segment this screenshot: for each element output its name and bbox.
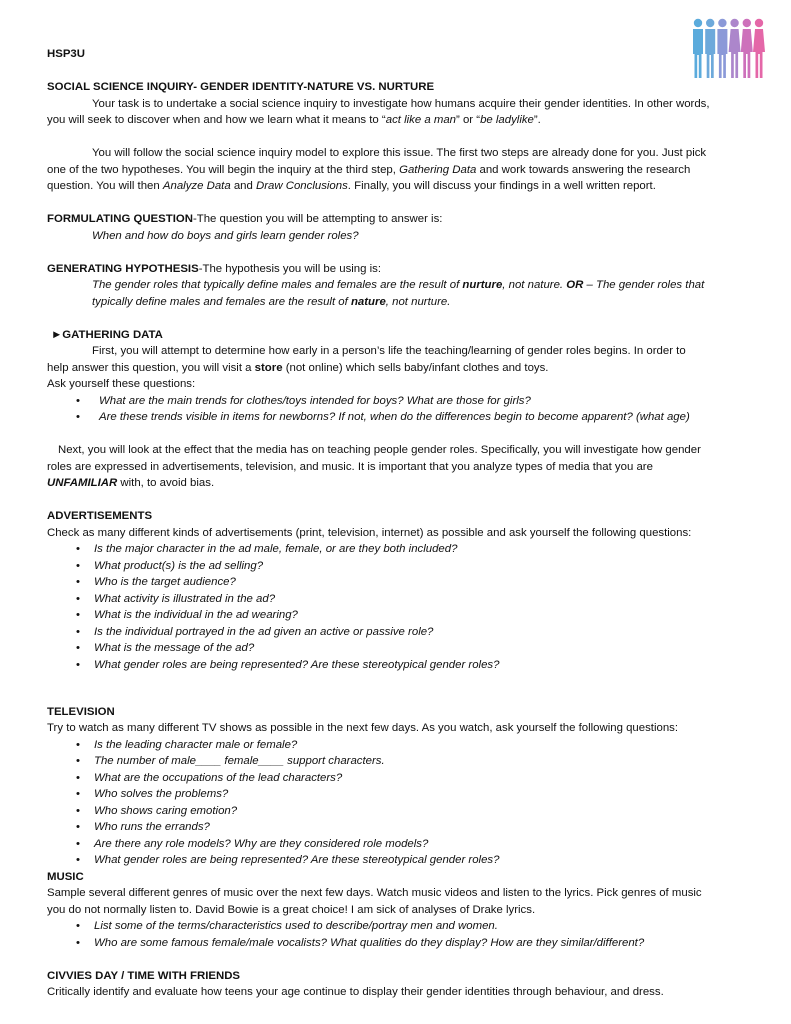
- list-item: • List some of the terms/characteristics used to describe/portray men and women.: [47, 918, 747, 935]
- intro-line-1: Your task is to undertake a social science inquiry to investigate how humans acquire their gender identities. In other words,: [92, 97, 710, 110]
- list-item: • What gender roles are being represented? Are these stereotypical gender roles?: [47, 657, 747, 674]
- arrow-right-icon: ►: [51, 328, 63, 341]
- person-figure-icon: [753, 19, 765, 78]
- music-questions: [47, 918, 747, 951]
- research-question: When and how do boys and girls learn gender roles?: [92, 229, 359, 242]
- music-heading: MUSIC: [47, 870, 84, 883]
- list-item: • Are there any role models? Why are they considered role models?: [47, 836, 747, 853]
- gathering-line-1: First, you will attempt to determine how early in a person’s life the teaching/learning of gender roles begins. In order to: [92, 345, 686, 357]
- media-line-3: UNFAMILIAR with, to avoid bias.: [47, 477, 215, 489]
- television-heading: TELEVISION: [47, 705, 115, 718]
- course-code: HSP3U: [47, 48, 85, 60]
- document-title: SOCIAL SCIENCE INQUIRY- GENDER IDENTITY-NATURE VS. NURTURE: [47, 81, 435, 93]
- list-item: • What are the main trends for clothes/toys intended for boys? What are those for girls?: [47, 393, 747, 410]
- list-item: • The number of male____ female____ support characters.: [47, 753, 747, 770]
- hypothesis-text-1: The gender roles that typically define males and females are the result of nurture, not nature. OR – The gender roles that: [92, 279, 705, 291]
- music-line-1: Sample several different genres of music over the next few days. Watch music videos and listen to the lyrics. Pick genres of music: [47, 887, 702, 899]
- list-item: • Who are some famous female/male vocalists? What qualities do they display? How are they similar/different?: [47, 935, 747, 952]
- advertisement-questions: [47, 541, 747, 673]
- formulating-question-line: FORMULATING QUESTION-The question you will be attempting to answer is:: [47, 213, 443, 225]
- civvies-heading: CIVVIES DAY / TIME WITH FRIENDS: [47, 969, 241, 982]
- civvies-text: Critically identify and evaluate how teens your age continue to display their gender identities through behaviour, and dress.: [47, 986, 664, 998]
- gathering-data-heading: ►GATHERING DATA: [51, 328, 163, 341]
- steps-line-3: question. You will then Analyze Data and Draw Conclusions. Finally, you will discuss your findings in a well written report.: [47, 180, 656, 192]
- document-body: [47, 46, 747, 1001]
- steps-line-1: You will follow the social science inquiry model to explore this issue. The first two steps are already done for you. Just pick: [92, 147, 707, 159]
- list-item: • Who shows caring emotion?: [47, 803, 747, 820]
- media-line-2: roles are expressed in advertisements, television, and music. It is important that you analyze types of media that you are: [47, 460, 653, 473]
- gathering-questions: [47, 393, 747, 426]
- television-questions: [47, 737, 747, 869]
- list-item: • Who is the target audience?: [47, 574, 747, 591]
- list-item: • Are these trends visible in items for newborns? If not, when do the differences begin to become apparent? (what age): [47, 409, 747, 426]
- gathering-line-2: help answer this question, you will visit a store (not online) which sells baby/infant clothes and toys.: [47, 361, 549, 374]
- list-item: • What is the message of the ad?: [47, 640, 747, 657]
- list-item: • What gender roles are being represented? Are these stereotypical gender roles?: [47, 852, 747, 869]
- gathering-line-3: Ask yourself these questions:: [47, 378, 196, 390]
- list-item: • What product(s) is the ad selling?: [47, 558, 747, 575]
- list-item: • What activity is illustrated in the ad?: [47, 591, 747, 608]
- media-line-1: Next, you will look at the effect that the media has on teaching people gender roles. Specifically, you will investigate how gender: [58, 444, 701, 456]
- advertisements-heading: ADVERTISEMENTS: [47, 510, 153, 522]
- advertisements-intro: Check as many different kinds of advertisements (print, television, internet) as possible and ask yourself the following questions:: [47, 526, 692, 539]
- hypothesis-line: GENERATING HYPOTHESIS-The hypothesis you will be using is:: [47, 262, 382, 275]
- hypothesis-text-2: typically define males and females are the result of nature, not nurture.: [92, 295, 451, 308]
- list-item: • Who runs the errands?: [47, 819, 747, 836]
- steps-line-2: one of the two hypotheses. You will begin the inquiry at the third step, Gathering Data and work towards answering the research: [47, 163, 691, 176]
- television-intro: Try to watch as many different TV shows as possible in the next few days. As you watch, ask yourself the following questions:: [47, 722, 679, 734]
- list-item: • Who solves the problems?: [47, 786, 747, 803]
- list-item: • What is the individual in the ad wearing?: [47, 607, 747, 624]
- list-item: • What are the occupations of the lead characters?: [47, 770, 747, 787]
- list-item: • Is the individual portrayed in the ad given an active or passive role?: [47, 624, 747, 641]
- list-item: • Is the major character in the ad male, female, or are they both included?: [47, 541, 747, 558]
- music-line-2: you do not normally listen to. David Bowie is a great choice! I am sick of analyses of Drake lyrics.: [47, 903, 536, 916]
- intro-line-2: you will seek to discover when and how we learn what it means to “act like a man” or “be ladylike”.: [47, 114, 541, 126]
- list-item: • Is the leading character male or female?: [47, 737, 747, 754]
